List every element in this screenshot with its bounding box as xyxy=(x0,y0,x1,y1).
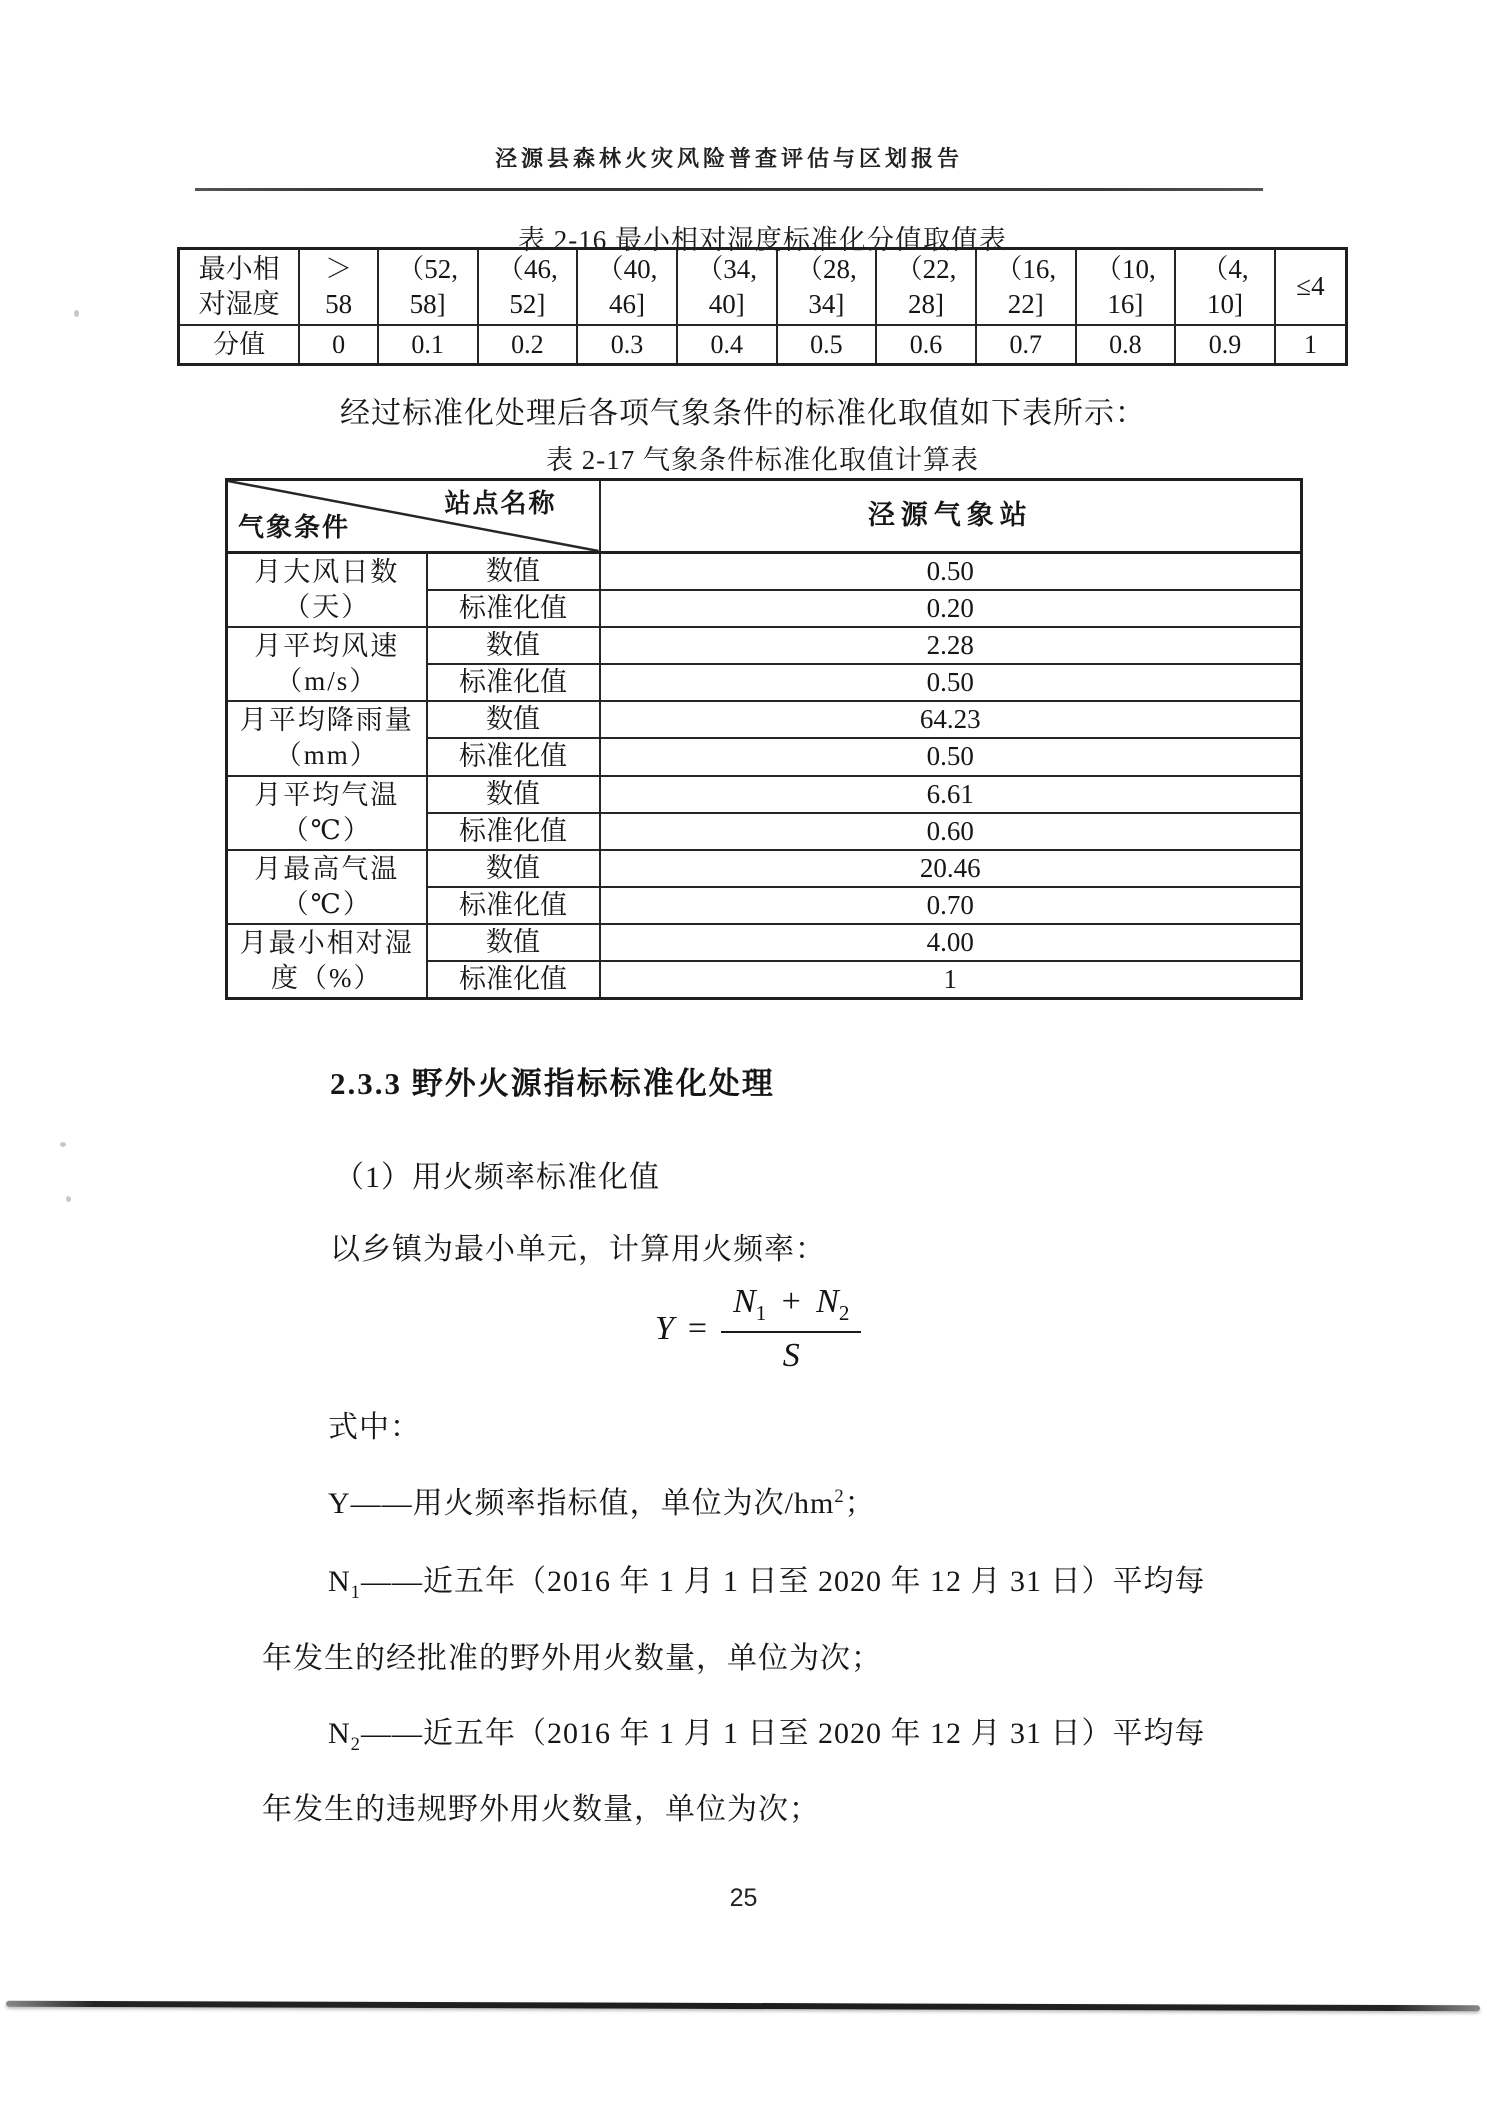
score-cell: 0.7 xyxy=(976,325,1076,365)
where-label: 式中： xyxy=(328,1411,421,1444)
value-row-label: 数值 xyxy=(427,627,600,664)
score-cell: 0.3 xyxy=(577,325,677,365)
definition-n2-line1: $N_2——$近五年（2016 年 1 月 1 日至 2020 年 12 月 31 日）平均每 xyxy=(328,1717,1206,1755)
score-cell: 0 xyxy=(299,325,378,365)
fire-frequency-formula xyxy=(655,1283,861,1375)
intro-paragraph: 经过标准化处理后各项气象条件的标准化取值如下表所示： xyxy=(340,397,1146,430)
standardized-row-label: 标准化值 xyxy=(427,738,600,775)
table-row xyxy=(227,701,1302,738)
score-cell: 0.1 xyxy=(378,325,478,365)
corner-label-station: 站点名称 xyxy=(444,489,557,518)
scan-artifact-line xyxy=(6,2001,1480,2012)
standardized-cell: 0.50 xyxy=(600,664,1302,701)
report-header-title: 泾源县森林火灾风险普查评估与区划报告 xyxy=(494,146,963,171)
table-2-17-weather-standardized-values xyxy=(225,478,1303,1000)
range-cell: ≤4 xyxy=(1275,249,1347,326)
row-header-cell: 最小相 对湿度 xyxy=(179,249,300,326)
value-row-label: 数值 xyxy=(427,924,600,961)
value-cell: 2.28 xyxy=(600,627,1302,664)
standardized-cell: 0.60 xyxy=(600,813,1302,850)
value-row-label: 数值 xyxy=(427,553,600,591)
condition-name-cell: 月最高气温 （℃） xyxy=(227,850,427,924)
standardized-cell: 0.50 xyxy=(600,738,1302,775)
standardized-row-label: 标准化值 xyxy=(427,961,600,999)
table-row xyxy=(227,553,1302,591)
standardized-row-label: 标准化值 xyxy=(427,813,600,850)
standardized-cell: 0.70 xyxy=(600,887,1302,924)
condition-name-cell: 月平均降雨量 （mm） xyxy=(227,701,427,775)
table-row xyxy=(227,850,1302,887)
condition-name-cell: 月最小相对湿 度（%） xyxy=(227,924,427,999)
condition-name-cell: 月大风日数 （天） xyxy=(227,553,427,628)
value-row-label: 数值 xyxy=(427,850,600,887)
header-divider xyxy=(195,188,1263,191)
table-row xyxy=(227,776,1302,813)
standardized-row-label: 标准化值 xyxy=(427,590,600,627)
value-row-label: 数值 xyxy=(427,776,600,813)
formula-lhs: Y xyxy=(655,1309,674,1347)
score-label-cell: 分值 xyxy=(179,325,300,365)
condition-name-cell: 月平均风速 （m/s） xyxy=(227,627,427,701)
range-cell: （52, 58] xyxy=(378,249,478,326)
range-cell: （16, 22] xyxy=(976,249,1076,326)
value-cell: 64.23 xyxy=(600,701,1302,738)
value-cell: 0.50 xyxy=(600,553,1302,591)
standardized-row-label: 标准化值 xyxy=(427,887,600,924)
value-row-label: 数值 xyxy=(427,701,600,738)
range-cell: （34, 40] xyxy=(677,249,777,326)
scan-noise-speck xyxy=(60,1142,66,1147)
formula-equals: = xyxy=(687,1309,708,1347)
score-cell: 0.8 xyxy=(1076,325,1176,365)
formula-fraction xyxy=(721,1283,861,1375)
score-cell: 0.9 xyxy=(1175,325,1275,365)
table-2-17-caption: 表 2-17 气象条件标准化取值计算表 xyxy=(546,445,979,475)
definition-n1-line2: 年发生的经批准的野外用火数量，单位为次； xyxy=(262,1642,882,1675)
score-cell: 0.6 xyxy=(876,325,976,365)
score-cell: 0.2 xyxy=(478,325,578,365)
range-cell: （40, 46] xyxy=(577,249,677,326)
range-cell: （10, 16] xyxy=(1076,249,1176,326)
formula-denominator: S xyxy=(721,1331,861,1375)
corner-label-condition: 气象条件 xyxy=(238,513,351,543)
standardized-cell: 0.20 xyxy=(600,590,1302,627)
table-row xyxy=(227,924,1302,961)
table-2-17 xyxy=(225,478,1303,1000)
range-cell: ＞ 58 xyxy=(299,249,378,326)
definition-y: Y——用火频率指标值，单位为次$/hm^2$； xyxy=(328,1486,876,1520)
method-line: 以乡镇为最小单元，计算用火频率： xyxy=(330,1233,826,1266)
range-cell: （4, 10] xyxy=(1175,249,1275,326)
definition-n2-line2: 年发生的违规野外用火数量，单位为次； xyxy=(262,1793,820,1826)
value-cell: 6.61 xyxy=(600,776,1302,813)
scan-noise-speck xyxy=(74,310,79,317)
table-row xyxy=(179,325,1347,365)
formula-numerator: $N_1 + N_2$ xyxy=(733,1283,850,1325)
standardized-row-label: 标准化值 xyxy=(427,664,600,701)
score-cell: 1 xyxy=(1275,325,1347,365)
table-2-16-min-relative-humidity xyxy=(177,247,1348,366)
table-2-16-caption: 表 2-16 最小相对湿度标准化分值取值表 xyxy=(518,225,1007,255)
range-cell: （46, 52] xyxy=(478,249,578,326)
range-cell: （28, 34] xyxy=(777,249,877,326)
value-cell: 4.00 xyxy=(600,924,1302,961)
page-number: 25 xyxy=(729,1884,758,1912)
section-heading: 2.3.3 野外火源指标标准化处理 xyxy=(330,1066,775,1101)
standardized-cell: 1 xyxy=(600,961,1302,999)
range-cell: （22, 28] xyxy=(876,249,976,326)
section-item-title: （1）用火频率标准化值 xyxy=(334,1161,660,1194)
table-2-16 xyxy=(177,247,1348,366)
diagonal-header-cell xyxy=(227,480,600,553)
value-cell: 20.46 xyxy=(600,850,1302,887)
table-row xyxy=(179,249,1347,326)
scan-noise-speck xyxy=(66,1196,71,1202)
score-cell: 0.4 xyxy=(677,325,777,365)
score-cell: 0.5 xyxy=(777,325,877,365)
definition-n1-line1: $N_1——$近五年（2016 年 1 月 1 日至 2020 年 12 月 31 日）平均每 xyxy=(328,1565,1206,1603)
condition-name-cell: 月平均气温 （℃） xyxy=(227,776,427,850)
station-column-header: 泾源气象站 xyxy=(600,480,1302,553)
table-row xyxy=(227,627,1302,664)
table-header-row xyxy=(227,480,1302,553)
